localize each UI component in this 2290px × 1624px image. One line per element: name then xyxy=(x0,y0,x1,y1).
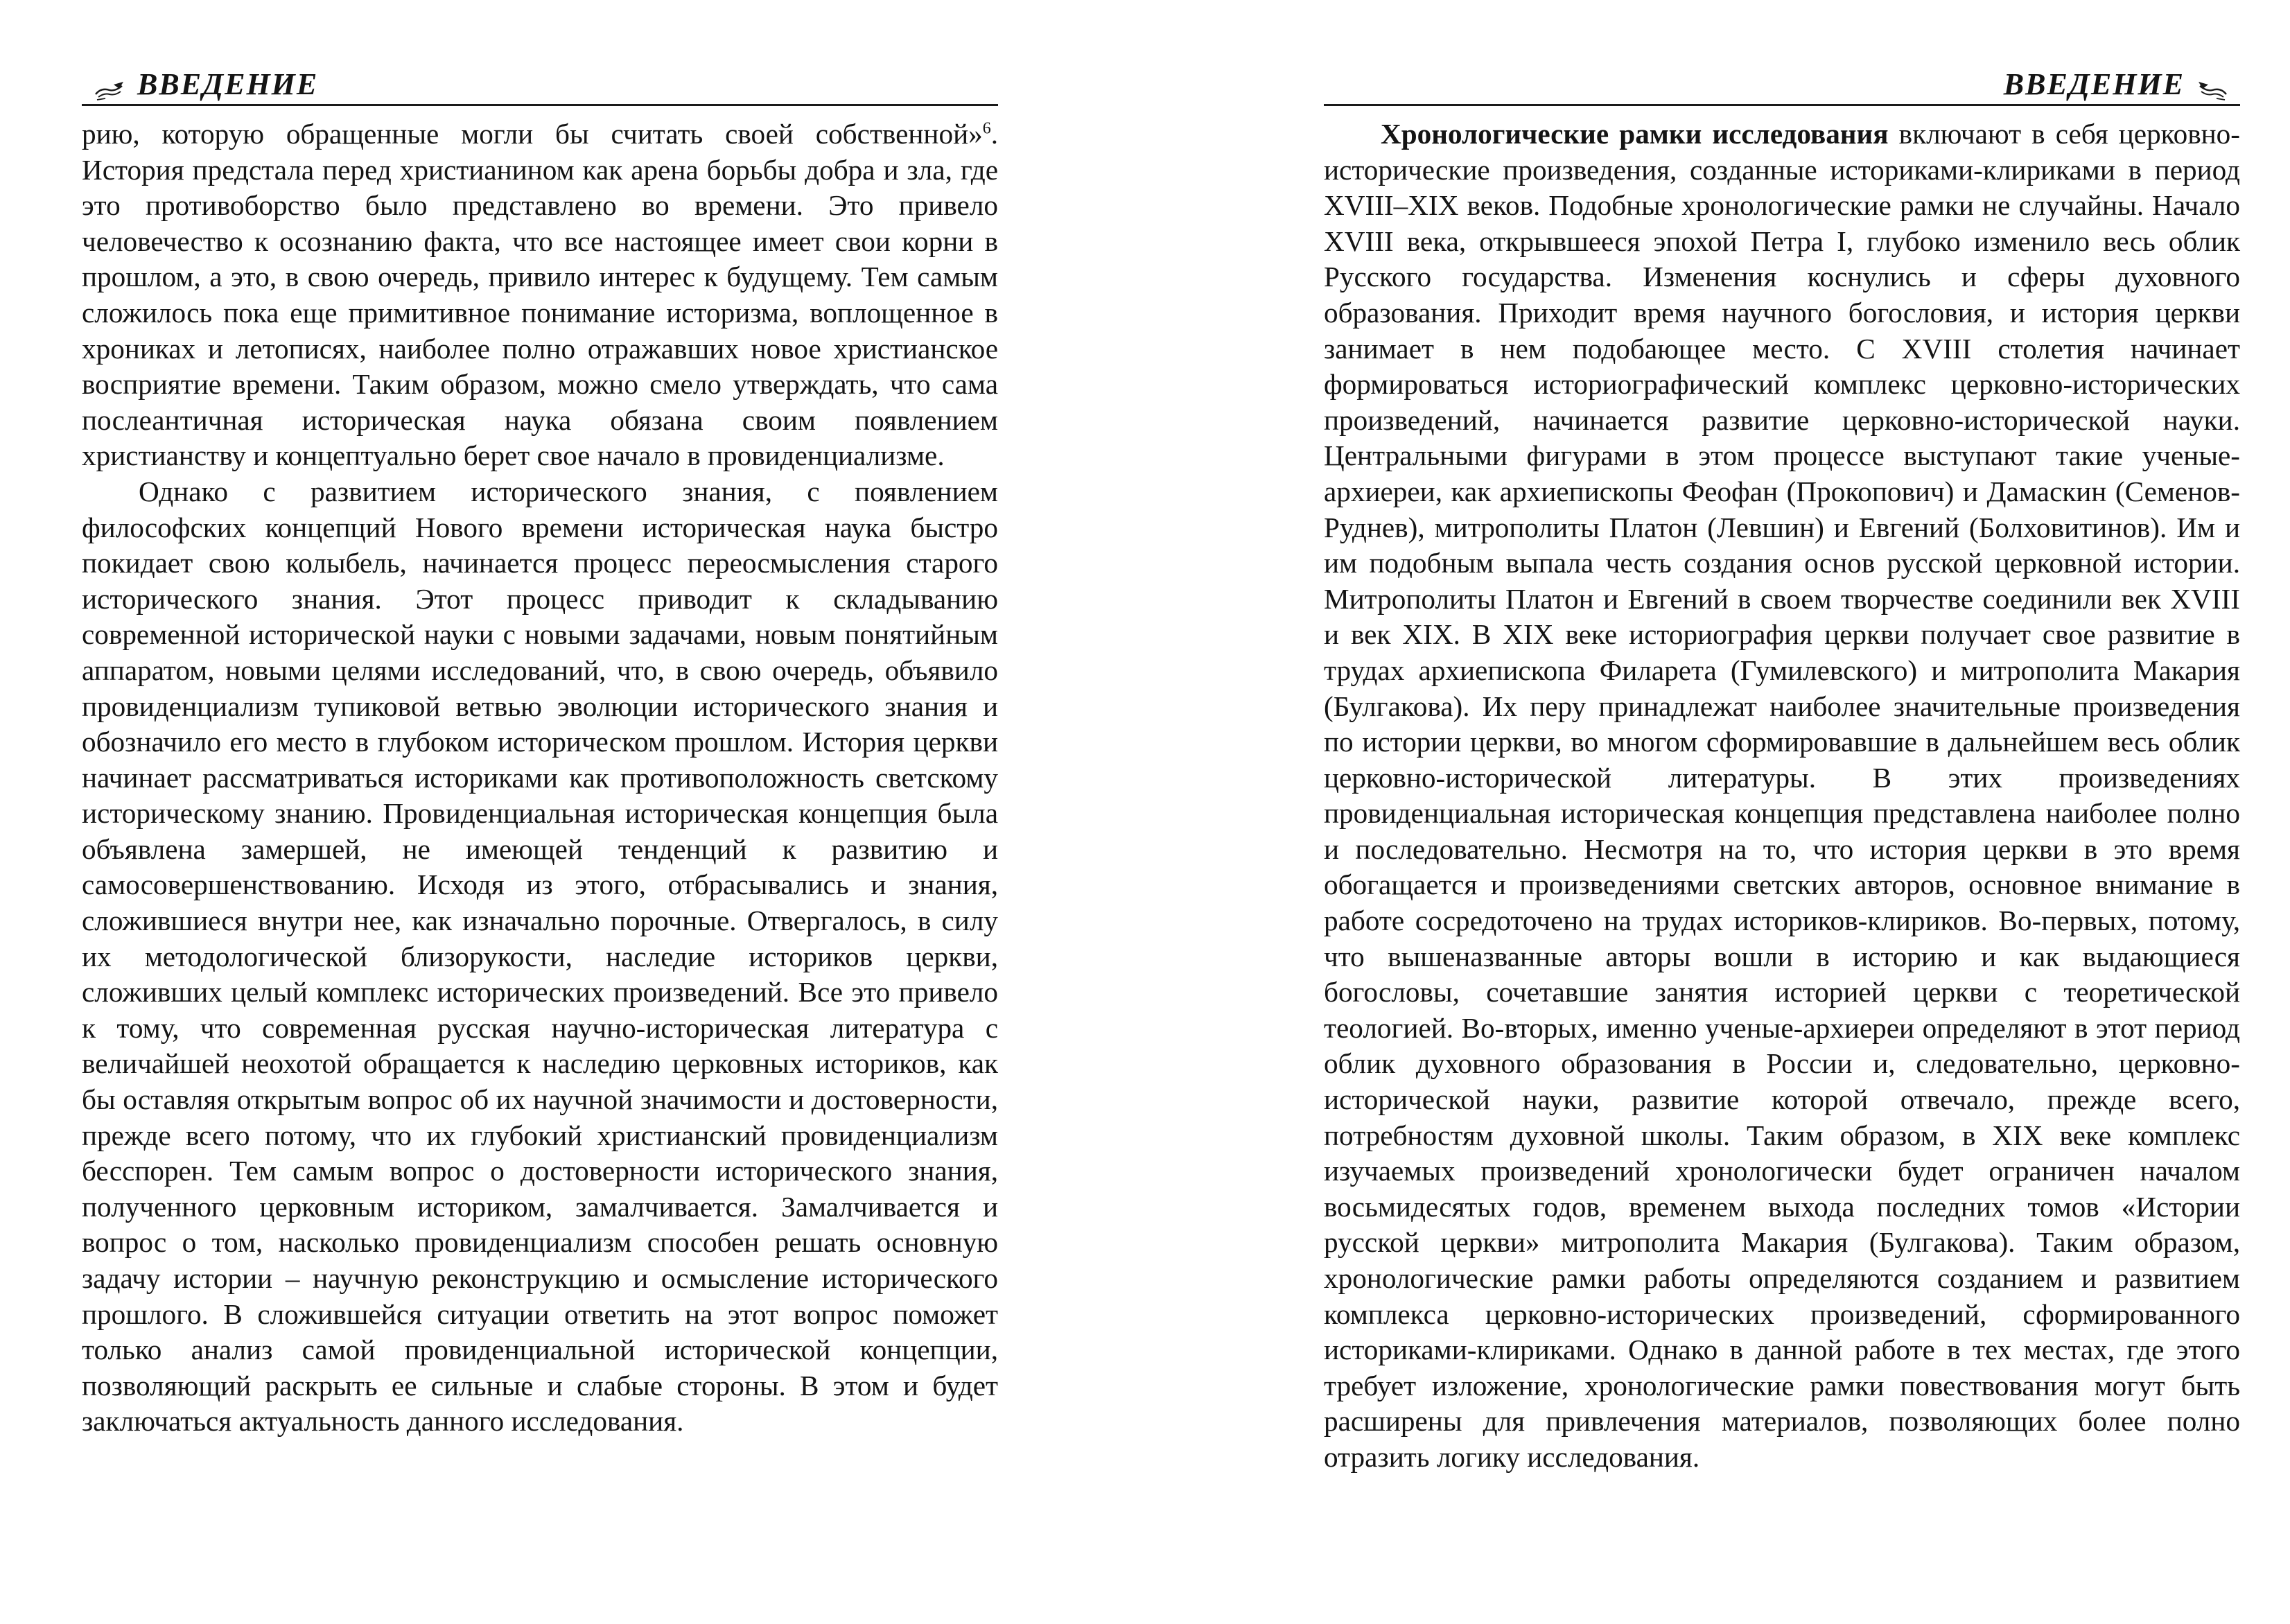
right-paragraph-1-text: включают в себя церковно-исторические произведения, созданные историками-клириками в период XVIII–XIX веков. Подобные хронологические рамки не случайны. Начало XVIII века, открывшееся эпохой Петра I, глубоко изменило весь облик Русского государства. Изменения коснулись и сферы духовного образования. Приходит время научного богословия, и история церкви занимает в нем подобающее место. С XVIII столетия начинает формироваться историографический комплекс церковно-исторических произведений, начинается развитие церковно-исторической науки. Центральными фигурами в этом процессе выступают такие ученые-архиереи, как архиепископы Феофан (Прокопович) и Дамаскин (Семенов-Руднев), митрополиты Платон (Левшин) и Евгений (Болховитинов). Им и им подобным выпала честь создания основ русской церковной истории. Митрополиты Платон и Евгений в своем творчестве соединили век XVIII и век XIX. В XIX веке историография церкви получает свое развитие в трудах архиепископа Филарета (Гумилевского) и митрополита Макария (Булгакова). Их перу принадлежат наиболее значительные произведения по истории церкви, во многом сформировавшие в дальнейшем весь облик церковно-исторической литературы. В этих произведениях провиденциальная историческая концепция представлена наиболее полно и последовательно. Несмотря на то, что история церкви в это время обогащается и произведениями светских авторов, основное внимание в работе сосредоточено на трудах историков-клириков. Во-первых, потому, что вышеназванные авторы вошли в историю и как выдающиеся богословы, сочетавшие занятия историей церкви с теоретической теологией. Во-вторых, именно ученые-архиереи определяют в этот период облик духовного образования в России и, следовательно, церковно-исторической науки, развитие которой отвечало, прежде всего, потребностям духовной школы. Таким образом, в XIX веке комплекс изучаемых произведений хронологически будет ограничен началом восьмидесятых годов, временем выхода последних томов «Истории русской церкви» митрополита Макария (Булгакова). Таким образом, хронологические рамки работы определяются созданием и развитием комплекса церковно-исторических произведений, сформированного историками-клириками. Однако в данной работе в тех местах, где этого требует изложение, хронологические рамки повествования могут быть расширены для привлечения материалов, позволяющих более полно отразить логику исследования. xyxy=(1324,118,2240,1473)
left-paragraph-1 xyxy=(82,116,998,474)
left-running-head xyxy=(82,61,998,107)
left-head-rule xyxy=(82,104,998,106)
right-page xyxy=(1145,0,2290,1624)
left-paragraph-1-text-b: . История предстала перед христианином как арена борьбы добра и зла, где это противоборство было представлено во времени. Это привело человечество к осознанию факта, что все настоящее имеет свои корни в прошлом, а это, в свою очередь, привило интерес к будущему. Тем самым сложилось пока еще примитивное понимание историзма, воплощенное в хрониках и летописях, наиболее полно отражавших новое христианское восприятие времени. Таким образом, можно смело утверждать, что сама послеантичная историческая наука обязана своим появлением христианству и концептуально берет свое начало в провиденциализме. xyxy=(82,118,998,472)
right-head-rule xyxy=(1324,104,2240,106)
writing-hand-icon xyxy=(94,73,125,94)
left-running-head-title: ВВЕДЕНИЕ xyxy=(137,67,319,101)
left-paragraph-2: Однако с развитием исторического знания, с появлением философских концепций Нового времени историческая наука быстро покидает свою колыбель, начинается процесс переосмысления старого исторического знания. Этот процесс приводит к складыванию современной исторической науки с новыми задачами, новым понятийным аппаратом, новыми целями исследований, что, в свою очередь, объявило провиденциализм тупиковой ветвью эволюции исторического знания и обозначило его место в глубоком историческом прошлом. История церкви начинает рассматриваться историками как противоположность светскому историческому знанию. Провиденциальная историческая концепция была объявлена замершей, не имеющей тенденций к развитию и самосовершенствованию. Исходя из этого, отбрасывались и знания, сложившиеся внутри нее, как изначально порочные. Отвергалось, в силу их методологической близорукости, наследие историков церкви, сложивших целый комплекс исторических произведений. Все это привело к тому, что современная русская научно-историческая литература с величайшей неохотой обращается к наследию церковных историков, как бы оставляя открытым вопрос об их научной значимости и достоверности, прежде всего потому, что их глубокий христианский провиденциализм бесспорен. Тем самым вопрос о достоверности исторического знания, полученного церковным историком, замалчивается. Замалчивается и вопрос о том, насколько провиденциализм способен решать основную задачу истории – научную реконструкцию и осмысление исторического прошлого. В сложившейся ситуации ответить на этот вопрос поможет только анализ самой провиденциальной исторической концепции, позволяющий раскрыть ее сильные и слабые стороны. В этом и будет заключаться актуальность данного исследования. xyxy=(82,475,998,1438)
left-paragraph-1-text-a: рию, которую обращенные могли бы считать своей собственной» xyxy=(82,118,983,150)
left-text-block xyxy=(82,116,998,1440)
section-lead-heading: Хронологические рамки исследования xyxy=(1381,118,1889,150)
writing-hand-icon xyxy=(2197,73,2228,94)
footnote-marker[interactable]: 6 xyxy=(982,119,991,138)
right-running-head xyxy=(1324,61,2240,107)
right-paragraph-1 xyxy=(1324,116,2240,1476)
right-running-head-title: ВВЕДЕНИЕ xyxy=(2003,67,2185,101)
right-text-block xyxy=(1324,116,2240,1476)
